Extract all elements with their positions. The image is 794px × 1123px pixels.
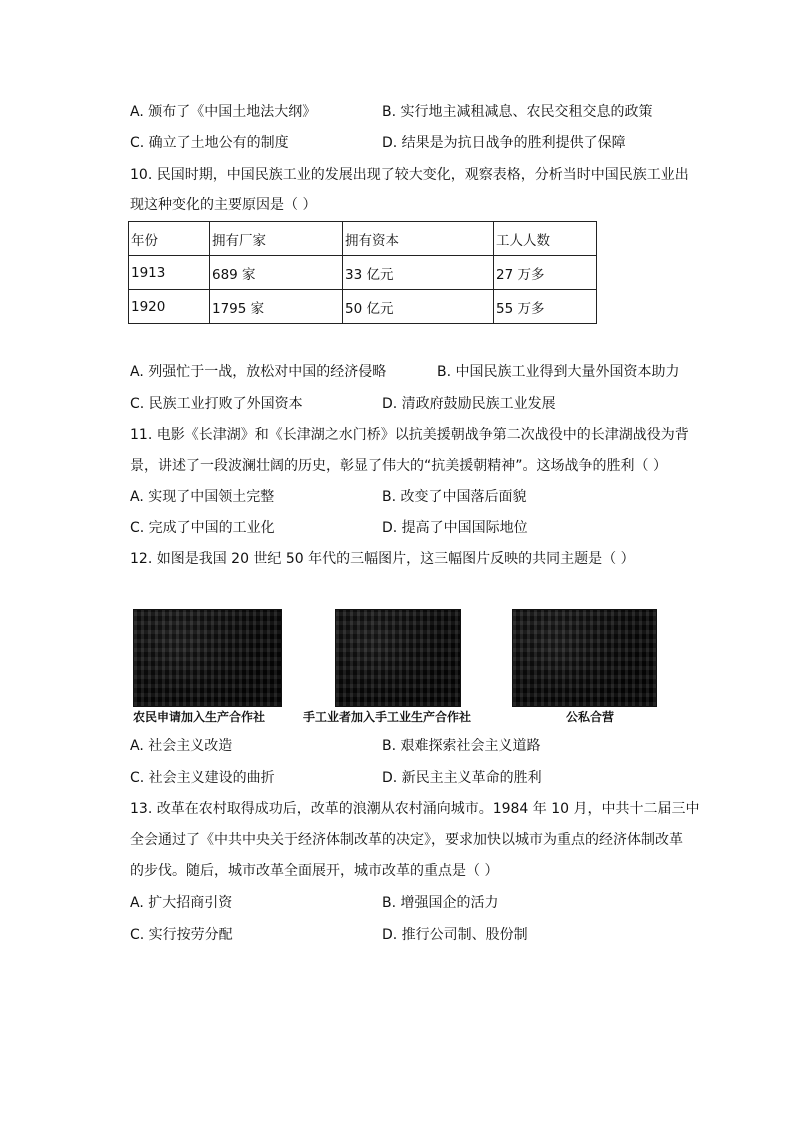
q11-option-d: D. 提高了中国国际地位 — [382, 520, 528, 536]
q12-stem: 12. 如图是我国 20 世纪 50 年代的三幅图片，这三幅图片反映的共同主题是（ ） — [130, 551, 635, 567]
q10-option-a: A. 列强忙于一战，放松对中国的经济侵略 — [130, 364, 387, 380]
table-row — [129, 256, 597, 290]
q12-option-d: D. 新民主主义革命的胜利 — [382, 770, 542, 786]
q13-option-a: A. 扩大招商引资 — [130, 895, 233, 911]
farmers-cooperative-photo — [133, 609, 282, 707]
q10-stem-line1: 10. 民国时期，中国民族工业的发展出现了较大变化，观察表格，分析当时中国民族工业出 — [130, 167, 689, 183]
q13-option-b: B. 增强国企的活力 — [382, 895, 499, 911]
q13-option-c: C. 实行按劳分配 — [130, 927, 233, 943]
q13-stem-line2: 全会通过了《中共中央关于经济体制改革的决定》，要求加快以城市为重点的经济体制改革 — [130, 832, 683, 848]
q11-option-a: A. 实现了中国领土完整 — [130, 489, 275, 505]
table-cell: 50 亿元 — [343, 290, 494, 324]
q9-option-a: A. 颁布了《中国土地法大纲》 — [130, 104, 317, 120]
photo-caption-1: 农民申请加入生产合作社 — [133, 710, 266, 724]
q10-option-b: B. 中国民族工业得到大量外国资本助力 — [437, 364, 680, 380]
table-row — [129, 290, 597, 324]
handicraft-cooperative-photo — [335, 609, 461, 707]
public-private-partnership-photo — [512, 609, 657, 707]
table-cell: 689 家 — [210, 256, 343, 290]
table-cell: 1795 家 — [210, 290, 343, 324]
table-header-row — [129, 222, 597, 256]
photo-caption-2: 手工业者加入手工业生产合作社 — [303, 710, 472, 724]
table-header-cell: 拥有厂家 — [210, 222, 343, 256]
photo-caption-3: 公私合营 — [566, 710, 615, 724]
q9-option-c: C. 确立了土地公有的制度 — [130, 135, 289, 151]
q9-option-b: B. 实行地主减租减息、农民交租交息的政策 — [382, 104, 653, 120]
table-cell: 1920 — [129, 290, 210, 324]
table-header-cell: 年份 — [129, 222, 210, 256]
table-header-cell: 拥有资本 — [343, 222, 494, 256]
q11-option-c: C. 完成了中国的工业化 — [130, 520, 275, 536]
q10-stem-line2: 现这种变化的主要原因是（ ） — [130, 197, 317, 213]
q13-option-d: D. 推行公司制、股份制 — [382, 927, 528, 943]
q12-option-b: B. 艰难探索社会主义道路 — [382, 738, 541, 754]
table-cell: 33 亿元 — [343, 256, 494, 290]
table-cell: 1913 — [129, 256, 210, 290]
q11-option-b: B. 改变了中国落后面貌 — [382, 489, 527, 505]
q11-stem-line2: 景，讲述了一段波澜壮阔的历史，彰显了伟大的“抗美援朝精神”。这场战争的胜利（ ） — [130, 458, 667, 474]
q9-option-d: D. 结果是为抗日战争的胜利提供了保障 — [382, 135, 626, 151]
q10-option-c: C. 民族工业打败了外国资本 — [130, 396, 303, 412]
q10-data-table — [128, 221, 597, 324]
table-header-cell: 工人人数 — [494, 222, 597, 256]
table-cell: 27 万多 — [494, 256, 597, 290]
q10-option-d: D. 清政府鼓励民族工业发展 — [382, 396, 556, 412]
q12-option-a: A. 社会主义改造 — [130, 738, 233, 754]
q11-stem-line1: 11. 电影《长津湖》和《长津湖之水门桥》以抗美援朝战争第二次战役中的长津湖战役为背 — [130, 427, 689, 443]
q13-stem-line1: 13. 改革在农村取得成功后，改革的浪潮从农村涌向城市。1984 年 10 月，中共十二届三中 — [130, 801, 700, 817]
q12-option-c: C. 社会主义建设的曲折 — [130, 770, 275, 786]
table-cell: 55 万多 — [494, 290, 597, 324]
q13-stem-line3: 的步伐。随后，城市改革全面展开，城市改革的重点是（ ） — [130, 863, 499, 879]
